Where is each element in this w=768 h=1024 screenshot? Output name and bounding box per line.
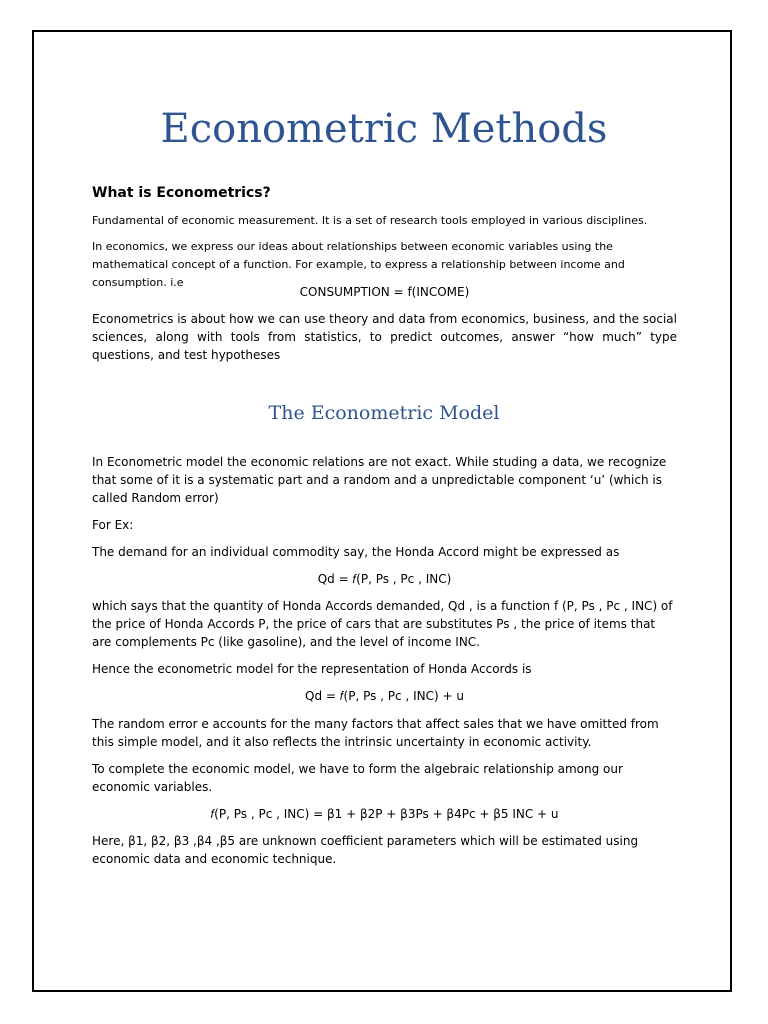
paragraph-complete-model: To complete the economic model, we have to form the algebraic relationship among our economic variables. [92,762,623,794]
paragraph-model-representation: Hence the econometric model for the representation of Honda Accords is [92,662,532,676]
equation-model-with-error: Qd = 𝑓(P, Ps , Pc , INC) + u [305,689,464,703]
section-heading-what-is-econometrics: What is Econometrics? [92,185,271,201]
equation-demand: Qd = 𝑓(P, Ps , Pc , INC) [317,572,452,586]
paragraph-demand-explanation: which says that the quantity of Honda Accords demanded, Qd , is a function f (P, Ps , Pc , INC) of the price of Honda Accords P, the price of cars that are substitutes Ps , the price of items that are complements Pc (like gasoline), and the level of income INC. [92,599,673,649]
formula-consumption: CONSUMPTION = f(INCOME) [299,285,470,299]
paragraph-demand-intro: The demand for an individual commodity say, the Honda Accord might be expressed as [92,545,620,559]
paragraph-model-relations: In Econometric model the economic relations are not exact. While studing a data, we recognize that some of it is a systematic part and a random and a unpredictable component ‘u’ (which is called Random error) [92,455,667,505]
paragraph-function-concept: In economics, we express our ideas about relationships between economic variables using the mathematical concept of a function. For example, to express a relationship between income and consumption. i.e [92,240,625,289]
paragraph-random-error: The random error e accounts for the many factors that affect sales that we have omitted from this simple model, and it also reflects the intrinsic uncertainty in economic activity. [92,717,659,749]
equation-linear-model: 𝑓(P, Ps , Pc , INC) = β1 + β2P + β3Ps + β4Pc + β5 INC + u [210,807,559,821]
section-heading-econometric-model: The Econometric Model [268,402,500,424]
document-title: Econometric Methods [160,106,608,152]
paragraph-definition: Fundamental of economic measurement. It is a set of research tools employed in various disciplines. [92,214,648,227]
paragraph-econometrics-about: Econometrics is about how we can use theory and data from economics, business, and the social sciences, along with tools from statistics, to predict outcomes, answer “how much” type questions, and test hypotheses [92,312,677,362]
paragraph-coefficients: Here, β1, β2, β3 ,β4 ,β5 are unknown coefficient parameters which will be estimated using economic data and economic technique. [92,834,639,866]
paragraph-for-example: For Ex: [92,518,134,532]
